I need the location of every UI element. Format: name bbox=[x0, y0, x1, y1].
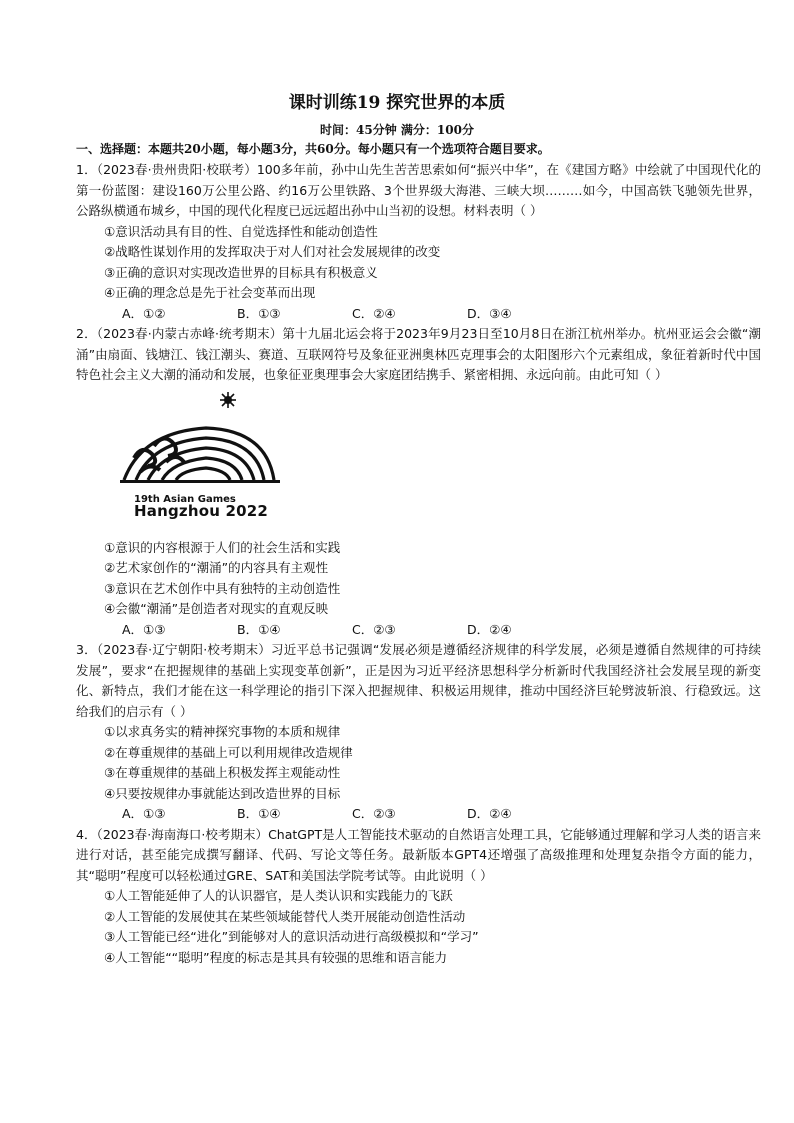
statement-option: ④只要按规律办事就能达到改造世界的目标 bbox=[104, 785, 341, 801]
choice-d[interactable]: D．②④ bbox=[467, 621, 512, 637]
statement-option: ①人工智能延伸了人的认识器官，是人类认识和实践能力的飞跃 bbox=[104, 888, 453, 903]
choice-b[interactable]: B．①④ bbox=[237, 621, 281, 637]
statement-option: ②在尊重规律的基础上可以利用规律改造规律 bbox=[104, 744, 353, 760]
question-stem: 2．（2023春·内蒙古赤峰·统考期末）第十九届北运会将于2023年9月23日至10月8日在浙江杭州举办。杭州亚运会会徽“潮涌”由扇面、钱塘江、钱江潮头、赛道、互联网符号及象征亚洲奥林匹克理事会的太阳图形六个元素组成，象征着新时代中国特色社会主义大潮的涌动和发展，也象征亚奥理事会大家庭团结携手、紧密相拥、永远向前。由此可知（ ） bbox=[76, 326, 761, 382]
answer-choices bbox=[122, 804, 761, 825]
answer-choices bbox=[122, 304, 761, 325]
statement-option: ①意识活动具有目的性、自觉选择性和能动创造性 bbox=[104, 223, 378, 239]
question-2 bbox=[76, 324, 761, 640]
choice-c[interactable]: C．②④ bbox=[352, 305, 396, 321]
statement-option: ①意识的内容根源于人们的社会生活和实践 bbox=[104, 539, 341, 555]
asian-games-logo bbox=[116, 386, 761, 538]
section-heading: 一、选择题：本题共20小题，每小题3分，共60分。每小题只有一个选项符合题目要求。 bbox=[76, 142, 550, 156]
choice-d[interactable]: D．③④ bbox=[467, 305, 512, 321]
statement-option: ③在尊重规律的基础上积极发挥主观能动性 bbox=[104, 765, 341, 780]
statement-option: ③意识在艺术创作中具有独特的主动创造性 bbox=[104, 580, 341, 596]
choice-a[interactable]: A．①③ bbox=[122, 621, 166, 637]
statement-option: ③人工智能已经“进化”到能够对人的意识活动进行高级模拟和“学习” bbox=[104, 929, 479, 944]
question-4 bbox=[76, 825, 761, 969]
choice-a[interactable]: A．①② bbox=[122, 305, 166, 321]
exam-time-score: 时间：45分钟 满分：100分 bbox=[320, 123, 474, 137]
choice-d[interactable]: D．②④ bbox=[467, 806, 512, 821]
question-3 bbox=[76, 640, 761, 825]
choice-c[interactable]: C．②③ bbox=[352, 621, 396, 637]
statement-option: ②人工智能的发展使其在某些领域能替代人类开展能动创造性活动 bbox=[104, 908, 466, 924]
question-stem: 1．（2023春·贵州贵阳·校联考）100多年前，孙中山先生苦苦思索如何“振兴中华”，在《建国方略》中绘就了中国现代化的第一份蓝图：建设160万公里公路、约16万公里铁路、3个世界级大海港、三峡大坝………如今，中国高铁飞驰领先世界，公路纵横通布城乡，中国的现代化程度已远远超出孙中山当初的设想。材料表明（ ） bbox=[76, 162, 761, 218]
statement-option: ④正确的理念总是先于社会变革而出现 bbox=[104, 285, 316, 300]
page-title: 课时训练19 探究世界的本质 bbox=[288, 93, 506, 113]
question-1 bbox=[76, 160, 761, 324]
statement-option: ②艺术家创作的“潮涌”的内容具有主观性 bbox=[104, 560, 329, 575]
statement-option: ②战略性谋划作用的发挥取决于对人们对社会发展规律的改变 bbox=[104, 244, 441, 259]
choice-b[interactable]: B．①③ bbox=[237, 305, 281, 321]
logo-caption-city: Hangzhou 2022 bbox=[134, 501, 269, 520]
choice-b[interactable]: B．①④ bbox=[237, 806, 281, 821]
choice-a[interactable]: A．①③ bbox=[122, 806, 166, 821]
statement-option: ③正确的意识对实现改造世界的目标具有积极意义 bbox=[104, 264, 378, 280]
logo-caption-event: 19th Asian Games bbox=[134, 493, 236, 505]
choice-c[interactable]: C．②③ bbox=[352, 806, 396, 821]
chaoyong-emblem-icon bbox=[116, 392, 286, 502]
question-stem: 4．（2023春·海南海口·校考期末）ChatGPT是人工智能技术驱动的自然语言处理工具，它能够通过理解和学习人类的语言来进行对话，甚至能完成撰写翻译、代码、写论文等任务。最新版本GPT4还增强了高级推理和处理复杂指令方面的能力，其“聪明”程度可以轻松通过GRE、SAT和美国法学院考试等。由此说明（ ） bbox=[76, 826, 761, 883]
question-list bbox=[76, 160, 761, 968]
statement-option: ④人工智能““聪明”程度的标志是其具有较强的思维和语言能力 bbox=[104, 949, 448, 965]
statement-option: ①以求真务实的精神探究事物的本质和规律 bbox=[104, 724, 341, 739]
statement-option: ④会徽“潮涌”是创造者对现实的直观反映 bbox=[104, 601, 329, 616]
answer-choices bbox=[122, 620, 761, 641]
question-stem: 3．（2023春·辽宁朝阳·校考期末）习近平总书记强调“发展必须是遵循经济规律的科学发展，必须是遵循自然规律的可持续发展”，要求“在把握规律的基础上实现变革创新”，正是因为习近平经济思想科学分析新时代我国经济社会发展呈现的新变化、新特点，我们才能在这一科学理论的指引下深入把握规律、积极运用规律，推动中国经济巨轮劈波斩浪、行稳致远。这给我们的启示有（ ） bbox=[76, 642, 761, 719]
